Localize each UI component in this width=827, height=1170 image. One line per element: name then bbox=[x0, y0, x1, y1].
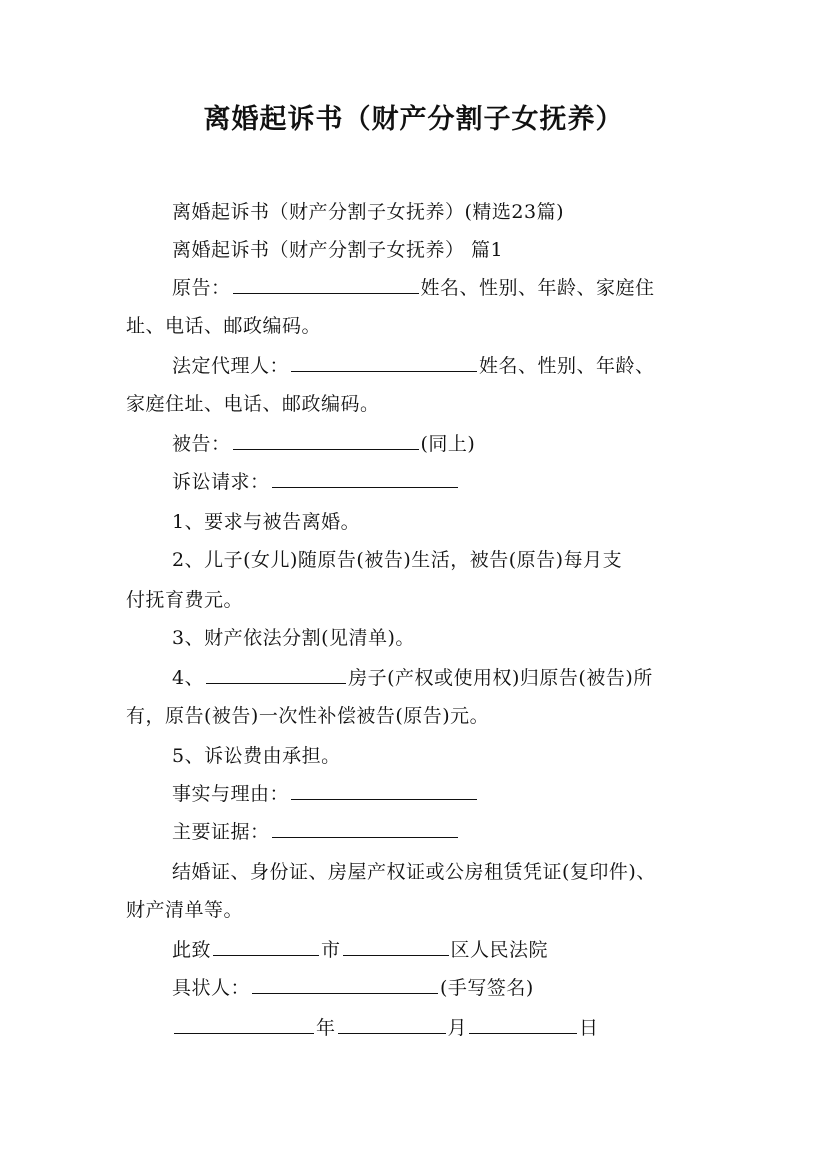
month-blank bbox=[338, 1015, 446, 1034]
document-subtitle: 离婚起诉书（财产分割子女抚养）(精选23篇) bbox=[172, 201, 565, 223]
claims-line bbox=[172, 468, 460, 496]
claim-5: 5、诉讼费由承担。 bbox=[172, 745, 341, 767]
court-city-blank bbox=[213, 937, 319, 956]
defendant-note: (同上) bbox=[420, 433, 476, 455]
plaintiff-note: 姓名、性别、年龄、家庭住 bbox=[420, 277, 655, 299]
claim-2: 2、儿子(女儿)随原告(被告)生活，被告(原告)每月支 bbox=[172, 549, 623, 571]
date-month: 月 bbox=[447, 1017, 468, 1039]
document-title: 离婚起诉书（财产分割子女抚养） bbox=[203, 104, 624, 135]
court-prefix: 此致 bbox=[172, 939, 212, 961]
claims-label: 诉讼请求： bbox=[172, 471, 270, 493]
plaintiff-label: 原告： bbox=[172, 277, 231, 299]
claim-3: 3、财产依法分割(见清单)。 bbox=[172, 627, 415, 649]
agent-note: 姓名、性别、年龄、 bbox=[479, 355, 655, 377]
facts-blank bbox=[291, 781, 477, 800]
facts-line bbox=[172, 780, 479, 808]
court-city: 市 bbox=[321, 939, 341, 961]
evidence-list: 结婚证、身份证、房屋产权证或公房租赁凭证(复印件)、 bbox=[172, 861, 656, 883]
section-heading: 离婚起诉书（财产分割子女抚养） 篇1 bbox=[172, 239, 504, 261]
plaintiff-blank bbox=[233, 275, 419, 294]
evidence-line bbox=[172, 818, 460, 846]
defendant-blank bbox=[233, 431, 419, 450]
signer-line bbox=[172, 974, 534, 1002]
claim-2-continued: 付抚育费元。 bbox=[126, 589, 244, 611]
claim-4-continued: 有，原告(被告)一次性补偿被告(原告)元。 bbox=[126, 705, 490, 727]
claim-4 bbox=[172, 664, 653, 692]
evidence-blank bbox=[272, 819, 458, 838]
defendant-label: 被告： bbox=[172, 433, 231, 455]
agent-blank bbox=[291, 353, 477, 372]
plaintiff-note-continued: 址、电话、邮政编码。 bbox=[126, 315, 322, 337]
agent-label: 法定代理人： bbox=[172, 355, 290, 377]
date-day: 日 bbox=[579, 1017, 599, 1039]
signer-label: 具状人： bbox=[172, 977, 251, 999]
court-line bbox=[172, 936, 548, 964]
signer-blank bbox=[252, 975, 438, 994]
agent-line bbox=[172, 352, 655, 380]
signer-note: (手写签名) bbox=[440, 977, 534, 999]
court-district-blank bbox=[343, 937, 449, 956]
plaintiff-line bbox=[172, 274, 655, 302]
court-district: 区人民法院 bbox=[450, 939, 549, 961]
year-blank bbox=[174, 1015, 314, 1034]
date-line bbox=[172, 1014, 599, 1042]
claim-4-prefix: 4、 bbox=[172, 667, 205, 689]
claim-1: 1、要求与被告离婚。 bbox=[172, 511, 361, 533]
claim-4-text: 房子(产权或使用权)归原告(被告)所 bbox=[348, 667, 653, 689]
agent-note-continued: 家庭住址、电话、邮政编码。 bbox=[126, 393, 380, 415]
claims-blank bbox=[272, 469, 458, 488]
facts-label: 事实与理由： bbox=[172, 783, 290, 805]
day-blank bbox=[469, 1015, 577, 1034]
claim-4-blank bbox=[206, 665, 346, 684]
defendant-line bbox=[172, 430, 475, 458]
evidence-label: 主要证据： bbox=[172, 821, 270, 843]
evidence-list-continued: 财产清单等。 bbox=[126, 899, 244, 921]
date-year: 年 bbox=[316, 1017, 336, 1039]
